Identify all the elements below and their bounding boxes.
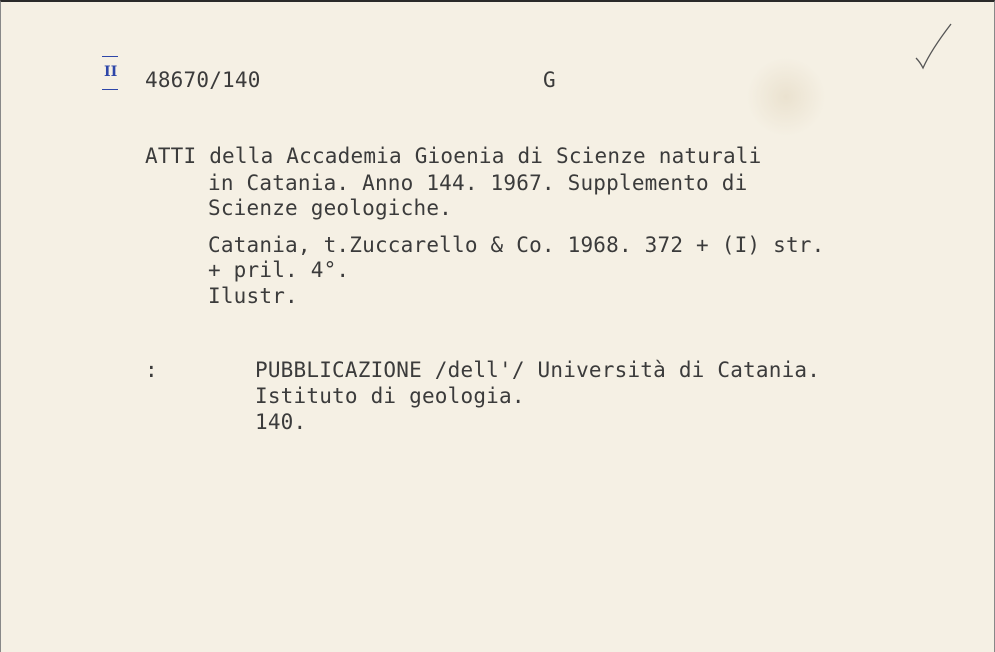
series-marker: : [145,358,158,382]
call-number: 48670/140 [145,68,261,92]
series-line-2: Istituto di geologia. [255,384,525,408]
title-line-2: in Catania. Anno 144. 1967. Supplemento di [208,171,748,195]
series-line-1: PUBBLICAZIONE /dell'/ Università di Catania. [255,358,821,382]
imprint-line-2: + pril. 4°. [208,258,350,282]
series-line-3: 140. [255,410,307,434]
paper-smudge [746,57,826,137]
imprint-line-3: Ilustr. [208,284,298,308]
imprint-line-1: Catania, t.Zuccarello & Co. 1968. 372 + (I) str. [208,233,825,257]
title-line-1: ATTI della Accademia Gioenia di Scienze naturali [145,144,762,168]
checkmark-icon [911,20,956,72]
stamp-mark: II [104,64,118,80]
title-line-3: Scienze geologiche. [208,196,453,220]
stamp-icon [101,56,119,92]
catalog-letter: G [543,68,556,92]
